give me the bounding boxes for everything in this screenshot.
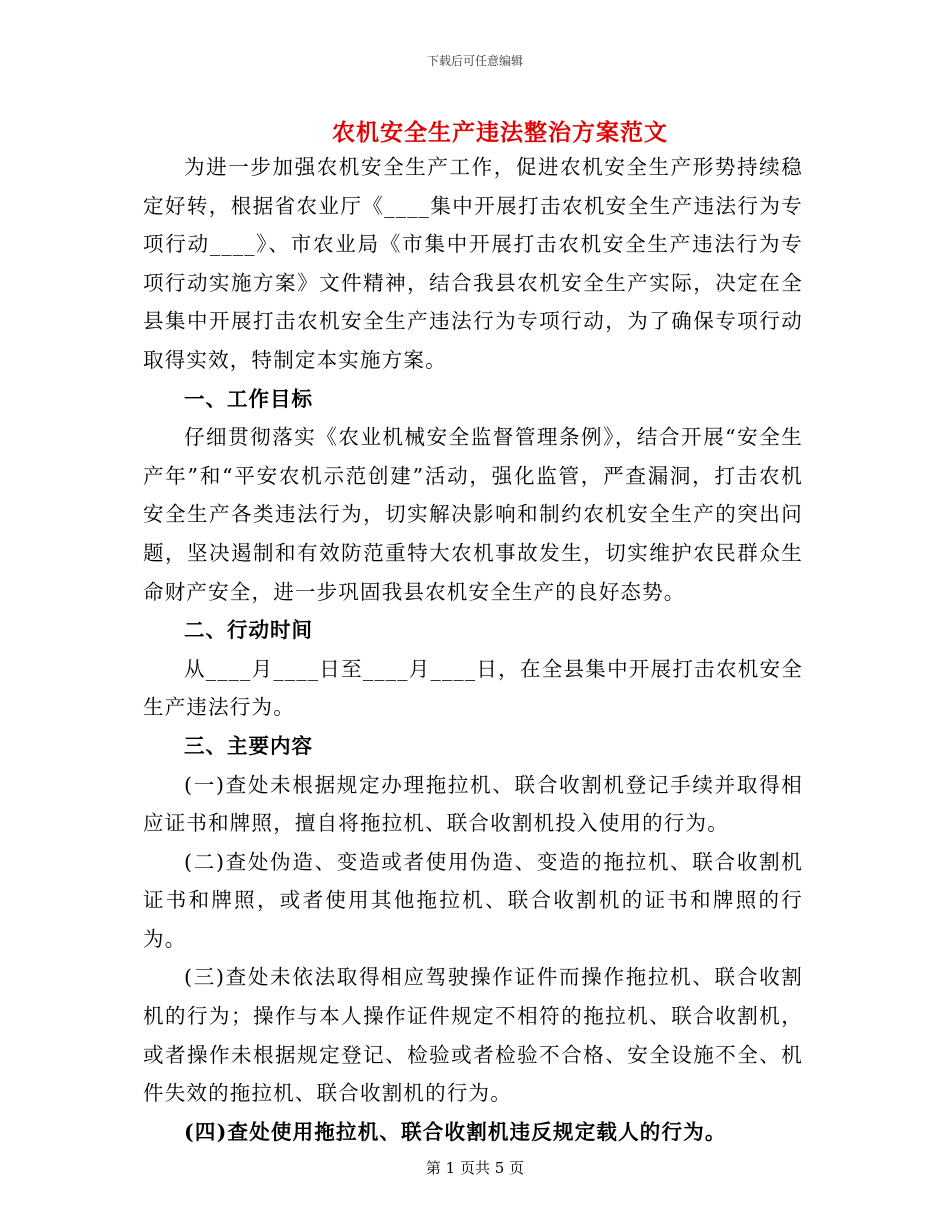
content-item-3: (三)查处未依法取得相应驾驶操作证件而操作拖拉机、联合收割机的行为；操作与本人操作证件规定不相符的拖拉机、联合收割机，或者操作未根据规定登记、检验或者检验不合格、安全设施不全、机件失效的拖拉机、联合收割机的行为。 (143, 965, 803, 1106)
content-item-1: (一)查处未根据规定办理拖拉机、联合收割机登记手续并取得相应证书和牌照，擅自将拖拉机、联合收割机投入使用的行为。 (143, 772, 803, 836)
time-paragraph: 从____月____日至____月____日，在全县集中开展打击农机安全生产违法行为。 (143, 656, 803, 720)
section-heading-goals: 一、工作目标 (184, 386, 313, 411)
goals-paragraph: 仔细贯彻落实《农业机械安全监督管理条例》，结合开展“安全生产年”和“平安农机示范创建”活动，强化监管，严查漏洞，打击农机安全生产各类违法行为，切实解决影响和制约农机安全生产的突出问题，坚决遏制和有效防范重特大农机事故发生，切实维护农民群众生命财产安全，进一步巩固我县农机安全生产的良好态势。 (143, 425, 803, 604)
section-heading-content: 三、主要内容 (184, 733, 313, 758)
section-heading-time: 二、行动时间 (184, 618, 313, 643)
content-item-4: (四)查处使用拖拉机、联合收割机违反规定载人的行为。 (184, 1119, 727, 1144)
page-number-footer: 第 1 页共 5 页 (425, 1159, 525, 1177)
intro-paragraph: 为进一步加强农机安全生产工作，促进农机安全生产形势持续稳定好转，根据省农业厅《____集中开展打击农机安全生产违法行为专项行动____》、市农业局《市集中开展打击农机安全生产违法行为专项行动实施方案》文件精神，结合我县农机安全生产实际，决定在全县集中开展打击农机安全生产违法行为专项行动，为了确保专项行动取得实效，特制定本实施方案。 (143, 155, 803, 372)
document-body (143, 148, 803, 1151)
document-title: 农机安全生产违法整治方案范文 (332, 119, 668, 146)
header-note: 下载后可任意编辑 (426, 54, 523, 68)
content-item-2: (二)查处伪造、变造或者使用伪造、变造的拖拉机、联合收割机证书和牌照，或者使用其他拖拉机、联合收割机的证书和牌照的行为。 (143, 849, 803, 951)
